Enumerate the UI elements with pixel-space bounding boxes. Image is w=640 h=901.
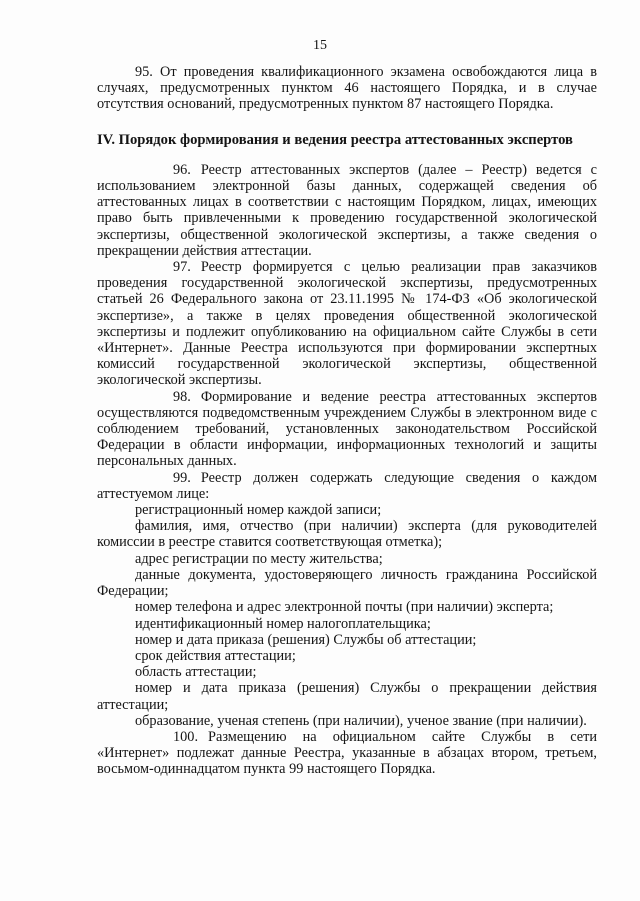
list-item: адрес регистрации по месту жительства; — [135, 550, 383, 567]
list-item: данные документа, удостоверяющего личность гражданина Российской Федерации; — [97, 566, 597, 600]
paragraph-text: Формирование и ведение реестра аттестованных экспертов осуществляются подведомственным учреждением Службы в электронном виде с соблюдением требований, установленных законодательством Российской Федерации в области информации, информационных технологий и защиты персональных данных. — [97, 388, 597, 470]
list-item: номер и дата приказа (решения) Службы об аттестации; — [135, 631, 477, 648]
list-item: номер телефона и адрес электронной почты (при наличии) эксперта; — [135, 599, 554, 616]
paragraph-100 — [97, 729, 597, 778]
paragraph-text: Размещению на официальном сайте Службы в сети «Интернет» подлежат данные Реестра, указанные в абзацах втором, третьем, восьмом-одиннадцатом пункта 99 настоящего Порядка. — [97, 728, 597, 778]
paragraph-99 — [97, 470, 597, 502]
paragraph-number: 99. — [173, 469, 191, 486]
paragraph-98 — [97, 389, 597, 470]
list-item: идентификационный номер налогоплательщика; — [135, 615, 431, 632]
paragraph-number: 96. — [173, 161, 191, 178]
list-item: образование, ученая степень (при наличии), ученое звание (при наличии). — [135, 712, 587, 729]
document-body — [97, 64, 597, 778]
section-heading: IV. Порядок формирования и ведения реестра аттестованных экспертов — [97, 131, 573, 148]
paragraph-number: 97. — [173, 259, 191, 276]
paragraph-text: Реестр должен содержать следующие сведения о каждом аттестуемом лице: — [97, 469, 597, 502]
paragraph-text: Реестр аттестованных экспертов (далее – Реестр) ведется с использованием электронной базы данных, содержащей сведения об аттестованных лицах в соответствии с настоящим Порядком, лицах, имеющих право быть привлеченными к проведению государственной экологической экспертизы, общественной экологической экспертизы, а также сведения о прекращении действия аттестации. — [97, 161, 597, 259]
list-item: срок действия аттестации; — [135, 647, 296, 664]
paragraph-text: Реестр формируется с целью реализации прав заказчиков проведения государственной экологической экспертизы, предусмотренных статьей 26 Федерального закона от 23.11.1995 № 174-ФЗ «Об экологической экспертизе», а также в целях проведения общественной экологической экспертизы и подлежит опубликованию на официальном сайте Службы в сети «Интернет». Данные Реестра используются при формировании экспертных комиссий государственной экологической экспертизы, общественной экологической экспертизы. — [97, 259, 597, 389]
paragraph-95: 95. От проведения квалификационного экзамена освобождаются лица в случаях, предусмотренных пунктом 46 настоящего Порядка, и в случае отсутствия оснований, предусмотренных пунктом 87 настоящего Порядка. — [97, 64, 597, 113]
list-item: область аттестации; — [135, 664, 257, 681]
paragraph-number: 98. — [173, 388, 191, 405]
list-item: номер и дата приказа (решения) Службы о прекращении действия аттестации; — [97, 680, 597, 713]
paragraph-96 — [97, 162, 597, 259]
list-item: фамилия, имя, отчество (при наличии) эксперта (для руководителей комиссии в реестре ставится соответствующая отметка); — [97, 518, 597, 551]
list-item: регистрационный номер каждой записи; — [135, 502, 382, 519]
paragraph-97 — [97, 259, 597, 389]
paragraph-number: 100. — [173, 728, 199, 745]
page-number: 15 — [313, 38, 327, 53]
